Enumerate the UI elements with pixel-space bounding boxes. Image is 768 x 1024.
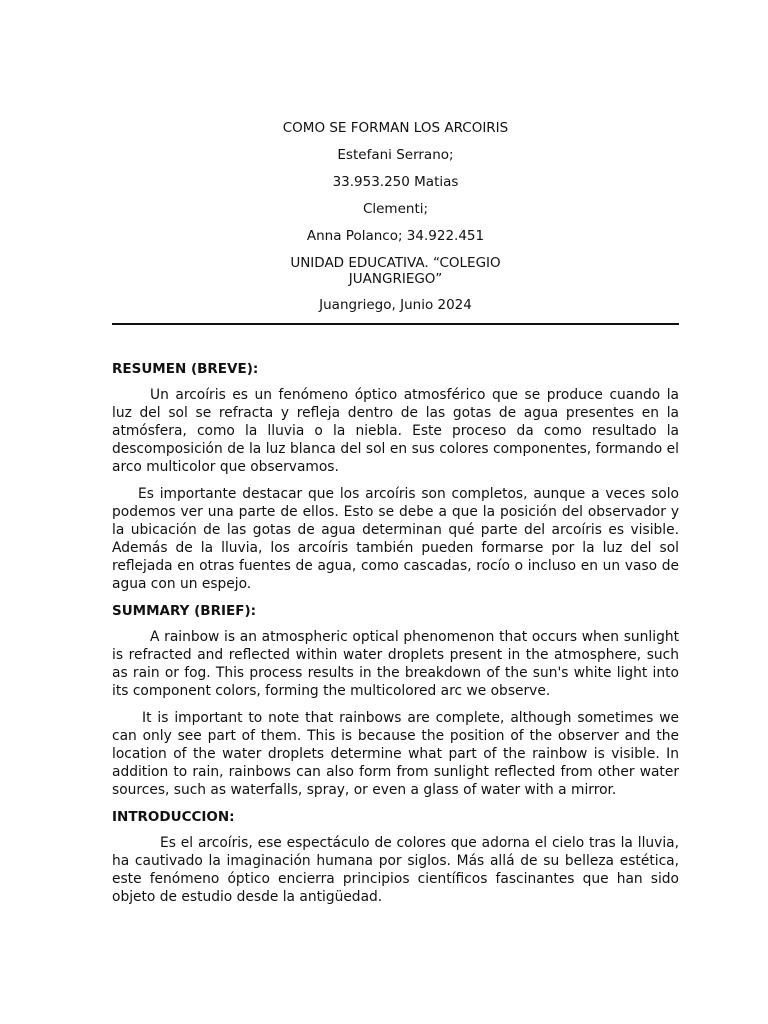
summary-paragraph-1: A rainbow is an atmospheric optical phenomenon that occurs when sunlight is refracted and reflected within water droplets present in the atmosphere, such as rain or fog. This process results in the breakdown of the sun's white light into its component colors, forming the multicolored arc we observe. xyxy=(112,629,679,699)
document-page xyxy=(112,120,679,915)
resumen-paragraph-2: Es importante destacar que los arcoíris son completos, aunque a veces solo podemos ver una parte de ellos. Esto se debe a que la posición del observador y la ubicación de las gotas de agua determinan qué parte del arcoíris es visible. Además de la lluvia, los arcoíris también pueden formarse por la luz del sol reflejada en otras fuentes de agua, como cascadas, rocío o incluso en un vaso de agua con un espejo. xyxy=(112,486,679,592)
document-title: COMO SE FORMAN LOS ARCOIRIS xyxy=(282,120,509,136)
section-heading-introduccion: INTRODUCCION: xyxy=(112,809,235,825)
introduccion-paragraph-1: Es el arcoíris, ese espectáculo de colores que adorna el cielo tras la lluvia, ha cautivado la imaginación humana por siglos. Más allá de su belleza estética, este fenómeno óptico encierra principios científicos fascinantes que han sido objeto de estudio desde la antigüedad. xyxy=(112,835,679,905)
place-date: Juangriego, Junio 2024 xyxy=(319,297,472,313)
section-heading-summary: SUMMARY (BRIEF): xyxy=(112,603,257,619)
spacer xyxy=(112,325,679,360)
resumen-paragraph-1: Un arcoíris es un fenómeno óptico atmosférico que se produce cuando la luz del sol se refracta y refleja dentro de las gotas de agua presentes en la atmósfera, como la lluvia o la niebla. Este proceso da como resultado la descomposición de la luz blanca del sol en sus colores componentes, formando el arco multicolor que observamos. xyxy=(112,387,679,475)
section-introduccion xyxy=(112,808,679,906)
school-name: UNIDAD EDUCATIVA. “COLEGIO JUANGRIEGO” xyxy=(290,255,501,287)
author-line-1: Estefani Serrano; xyxy=(337,147,454,163)
section-heading-resumen: RESUMEN (BREVE): xyxy=(112,361,259,377)
author-line-4: Anna Polanco; 34.922.451 xyxy=(306,228,485,244)
author-line-3: Clementi; xyxy=(362,201,429,217)
summary-paragraph-2: It is important to note that rainbows are complete, although sometimes we can only see part of them. This is because the position of the observer and the location of the water droplets determine what part of the rainbow is visible. In addition to rain, rainbows can also form from sunlight reflected from other water sources, such as waterfalls, spray, or even a glass of water with a mirror. xyxy=(112,710,679,798)
author-line-2: 33.953.250 Matias xyxy=(332,174,459,190)
document-header xyxy=(112,120,679,313)
section-summary xyxy=(112,602,679,799)
section-resumen xyxy=(112,360,679,593)
